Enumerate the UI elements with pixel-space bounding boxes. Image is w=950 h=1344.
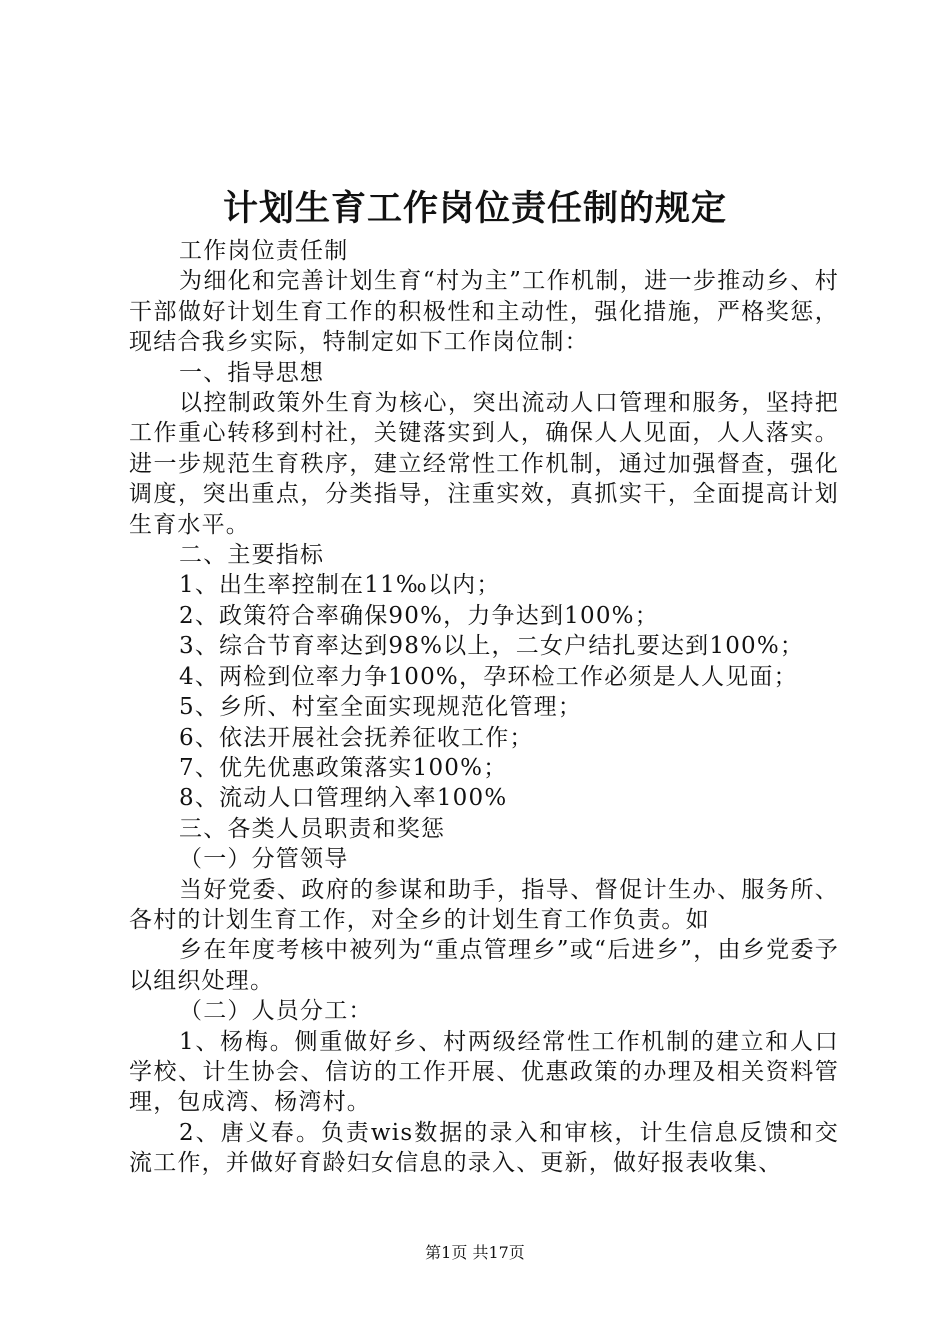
paragraph-leader-sanction: 乡在年度考核中被列为“重点管理乡”或“后进乡”，由乡党委予以组织处理。 [129,937,839,994]
section-heading-2: 二、主要指标 [179,542,325,569]
subsection-heading-2: （二）人员分工： [179,998,373,1025]
section-heading-3: 三、各类人员职责和奖惩 [179,815,446,842]
paragraph-heading: 工作岗位责任制 [179,238,349,264]
indicator-item-7: 7、优先优惠政策落实100%； [179,754,508,781]
indicator-item-5: 5、乡所、村室全面实现规范化管理； [179,694,583,721]
staff-item-2: 2、唐义春。负责wis数据的录入和审核，计生信息反馈和交流工作，并做好育龄妇女信息的录入、更新，做好报表收集、 [129,1119,839,1177]
indicator-item-3: 3、综合节育率达到98%以上，二女户结扎要达到100%； [179,633,805,660]
document-body [129,236,839,1179]
staff-item-1: 1、杨梅。侧重做好乡、村两级经常性工作机制的建立和人口学校、计生协会、信访的工作开展、优惠政策的办理及相关资料管理，包成湾、杨湾村。 [129,1028,839,1116]
indicator-item-2: 2、政策符合率确保90%，力争达到100%； [179,602,659,629]
paragraph-guiding-thought: 以控制政策外生育为核心，突出流动人口管理和服务，坚持把工作重心转移到村社，关键落实到人，确保人人见面，人人落实。进一步规范生育秩序，建立经常性工作机制，通过加强督查，强化调度，突出重点，分类指导，注重实效，真抓实干，全面提高计划生育水平。 [129,390,839,538]
indicator-item-1: 1、出生率控制在11‰以内； [179,572,501,599]
paragraph-leader-duty: 当好党委、政府的参谋和助手，指导、督促计生办、服务所、各村的计划生育工作，对全乡的计划生育工作负责。如 [129,876,839,933]
document-title: 计划生育工作岗位责任制的规定 [222,188,727,229]
indicator-item-6: 6、依法开展社会抚养征收工作； [179,724,534,751]
subsection-heading-1: （一）分管领导 [179,846,349,873]
indicator-item-4: 4、两检到位率力争100%，孕环检工作必须是人人见面； [179,663,798,690]
indicator-item-8: 8、流动人口管理纳入率100% [179,785,508,812]
page-footer: 第1页 共17页 [425,1243,525,1262]
section-heading-1: 一、指导思想 [179,359,325,386]
paragraph-intro: 为细化和完善计划生育“村为主”工作机制，进一步推动乡、村干部做好计划生育工作的积极性和主动性，强化措施，严格奖惩，现结合我乡实际，特制定如下工作岗位制： [129,268,839,356]
